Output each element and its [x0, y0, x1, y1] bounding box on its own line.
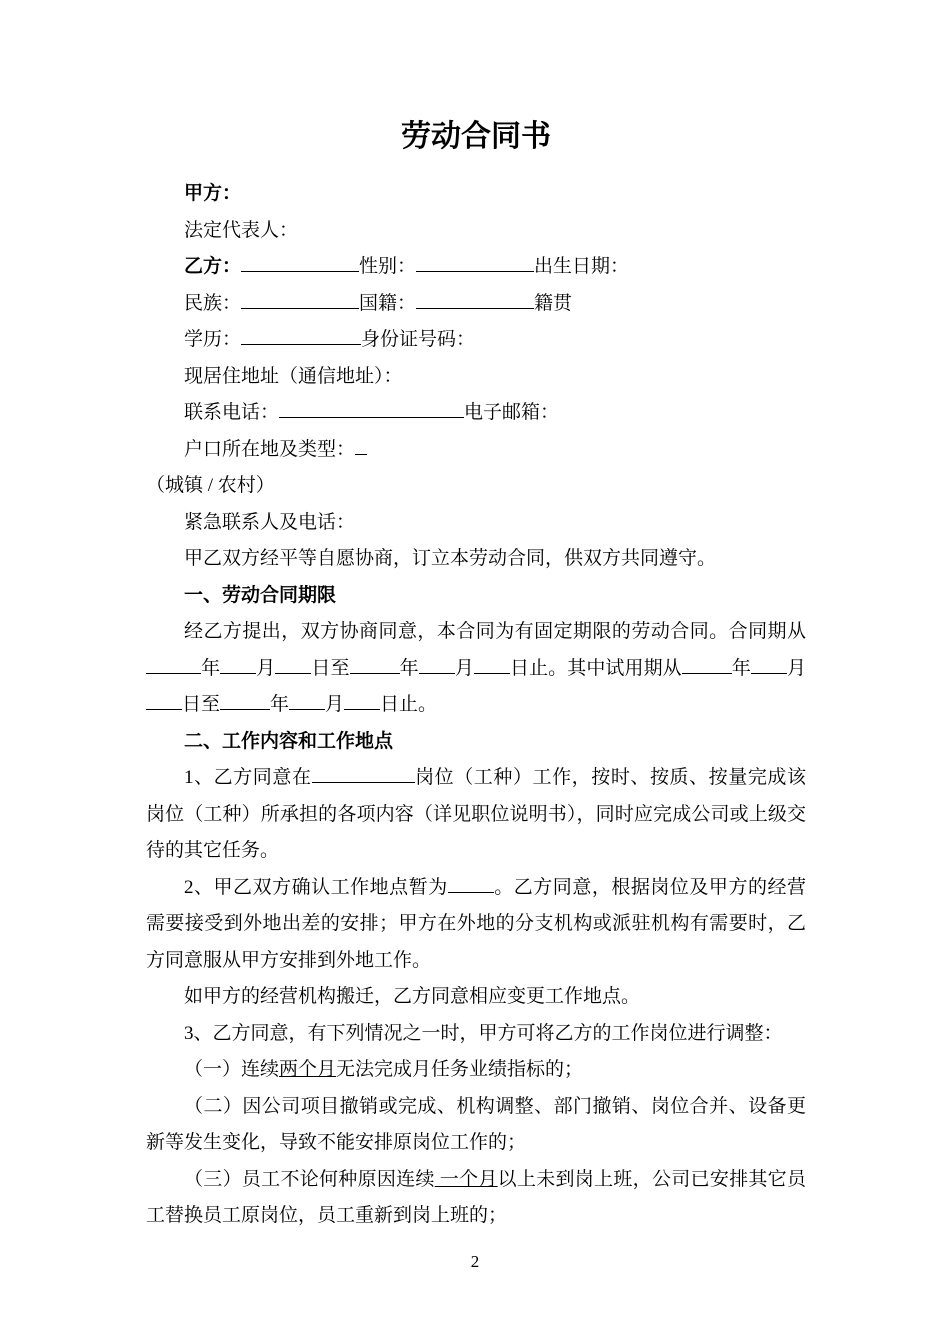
blank-underline: [275, 653, 311, 674]
text-run: （一）连续: [184, 1059, 280, 1080]
paragraph: [146, 979, 806, 1016]
paragraph: [146, 468, 806, 505]
text-run: 甲乙双方经平等自愿协商，订立本劳动合同，供双方共同遵守。: [184, 548, 717, 569]
text-run: 性别：: [359, 256, 417, 277]
blank-underline: [682, 653, 732, 674]
text-run: 户口所在地及类型：: [184, 438, 356, 460]
text-run: 岗位（工种）工作，按时、按质、按量完成该岗位（工种）所承担的各项内容（详见职位说明书），同时应完成公司或上级交待的其它任务。: [146, 767, 806, 861]
text-run: 紧急联系人及电话：: [184, 511, 356, 533]
blank-underline: [355, 434, 367, 455]
paragraph: [146, 1052, 806, 1089]
blank-underline: [344, 689, 380, 710]
blank-underline: [416, 288, 534, 309]
paragraph: [146, 432, 806, 469]
text-run: 经乙方提出，双方协商同意，本合同为有固定期限的劳动合同。合同期从: [184, 621, 806, 642]
paragraph: [146, 1162, 806, 1235]
text-run: （三）员工不论何种原因连续: [184, 1168, 435, 1190]
text-run: （二）因公司项目撤销或完成、机构调整、部门撤销、岗位合并、设备更新等发生变化，导致不能安排原岗位工作的；: [146, 1095, 806, 1153]
paragraph: [146, 1089, 806, 1162]
blank-underline: [474, 653, 510, 674]
paragraph: [146, 286, 806, 323]
text-run: 以上未到岗上班，公司已安排其它员工替换员工原岗位，员工重新到岗上班的；: [146, 1168, 806, 1226]
paragraph: [146, 395, 806, 432]
blank-underline: [279, 397, 464, 418]
text-run: 一、劳动合同期限: [184, 584, 337, 606]
paragraph: [146, 322, 806, 359]
paragraph: [146, 541, 806, 578]
text-run: 身份证号码：: [361, 329, 476, 350]
paragraph: [146, 724, 806, 761]
blank-underline: [350, 653, 400, 674]
text-run: 学历：: [184, 329, 242, 350]
text-run: 年: [201, 657, 221, 679]
document-content: [146, 116, 806, 1235]
paragraph: [146, 213, 806, 250]
paragraph: [146, 505, 806, 542]
document-title: 劳动合同书: [401, 120, 551, 153]
paragraph: [146, 176, 806, 213]
blank-underline: [146, 689, 182, 710]
paragraph: [146, 1016, 806, 1053]
text-run: 乙方：: [184, 256, 242, 277]
blank-underline: [289, 689, 325, 710]
text-run: 日止。其中试用期从: [509, 657, 682, 679]
blank-underline: [312, 762, 415, 783]
text-run: 日止。: [380, 694, 438, 715]
paragraph: [146, 359, 806, 396]
blank-underline: [241, 251, 359, 272]
text-run: 无法完成月任务业绩指标的；: [336, 1059, 584, 1080]
text-run: 两个月: [279, 1059, 337, 1080]
blank-underline: [220, 689, 270, 710]
blank-underline: [419, 653, 455, 674]
text-run: 现居住地址（通信地址）：: [184, 365, 403, 387]
text-run: 国籍：: [359, 292, 417, 314]
text-run: 月: [256, 657, 276, 679]
text-run: 法定代表人：: [184, 219, 299, 241]
blank-underline: [241, 324, 361, 345]
text-run: 年: [270, 694, 290, 715]
text-run: 。乙方同意，根据岗位及甲方的经营需要接受到外地出差的安排；甲方在外地的分支机构或派驻机构有需要时，乙方同意服从甲方安排到外地工作。: [146, 876, 806, 971]
text-run: 1、乙方同意在: [184, 767, 312, 788]
text-run: 3、乙方同意，有下列情况之一时，甲方可将乙方的工作岗位进行调整：: [184, 1022, 783, 1044]
text-run: 日至: [182, 694, 221, 715]
text-run: 二、工作内容和工作地点: [184, 730, 394, 752]
paragraph: [146, 760, 806, 870]
blank-underline: [751, 653, 787, 674]
text-run: （城镇 / 农村）: [146, 475, 275, 496]
text-run: 月: [454, 657, 474, 679]
blank-underline: [416, 251, 534, 272]
text-run: 甲方：: [184, 183, 242, 204]
paragraph: [146, 249, 806, 286]
text-run: 民族：: [184, 292, 242, 314]
text-run: 如甲方的经营机构搬迁，乙方同意相应变更工作地点。: [184, 986, 641, 1007]
text-run: 一个月: [434, 1168, 498, 1190]
text-run: 籍贯: [534, 292, 573, 314]
paragraph: [146, 578, 806, 615]
text-run: 月: [786, 657, 806, 679]
text-run: 出生日期：: [534, 256, 630, 277]
blank-underline: [448, 872, 494, 893]
text-run: 年: [731, 657, 751, 679]
document-body: [146, 176, 806, 1235]
text-run: 电子邮箱：: [464, 402, 560, 423]
paragraph: [146, 614, 806, 724]
text-run: 2、甲乙双方确认工作地点暂为: [184, 876, 448, 898]
page-number: 2: [470, 1252, 480, 1271]
blank-underline: [146, 653, 201, 674]
text-run: 月: [325, 694, 345, 715]
blank-underline: [241, 288, 359, 309]
blank-underline: [220, 653, 256, 674]
text-run: 联系电话：: [184, 402, 280, 423]
text-run: 日至: [311, 657, 350, 679]
paragraph: [146, 870, 806, 980]
text-run: 年: [399, 657, 419, 679]
